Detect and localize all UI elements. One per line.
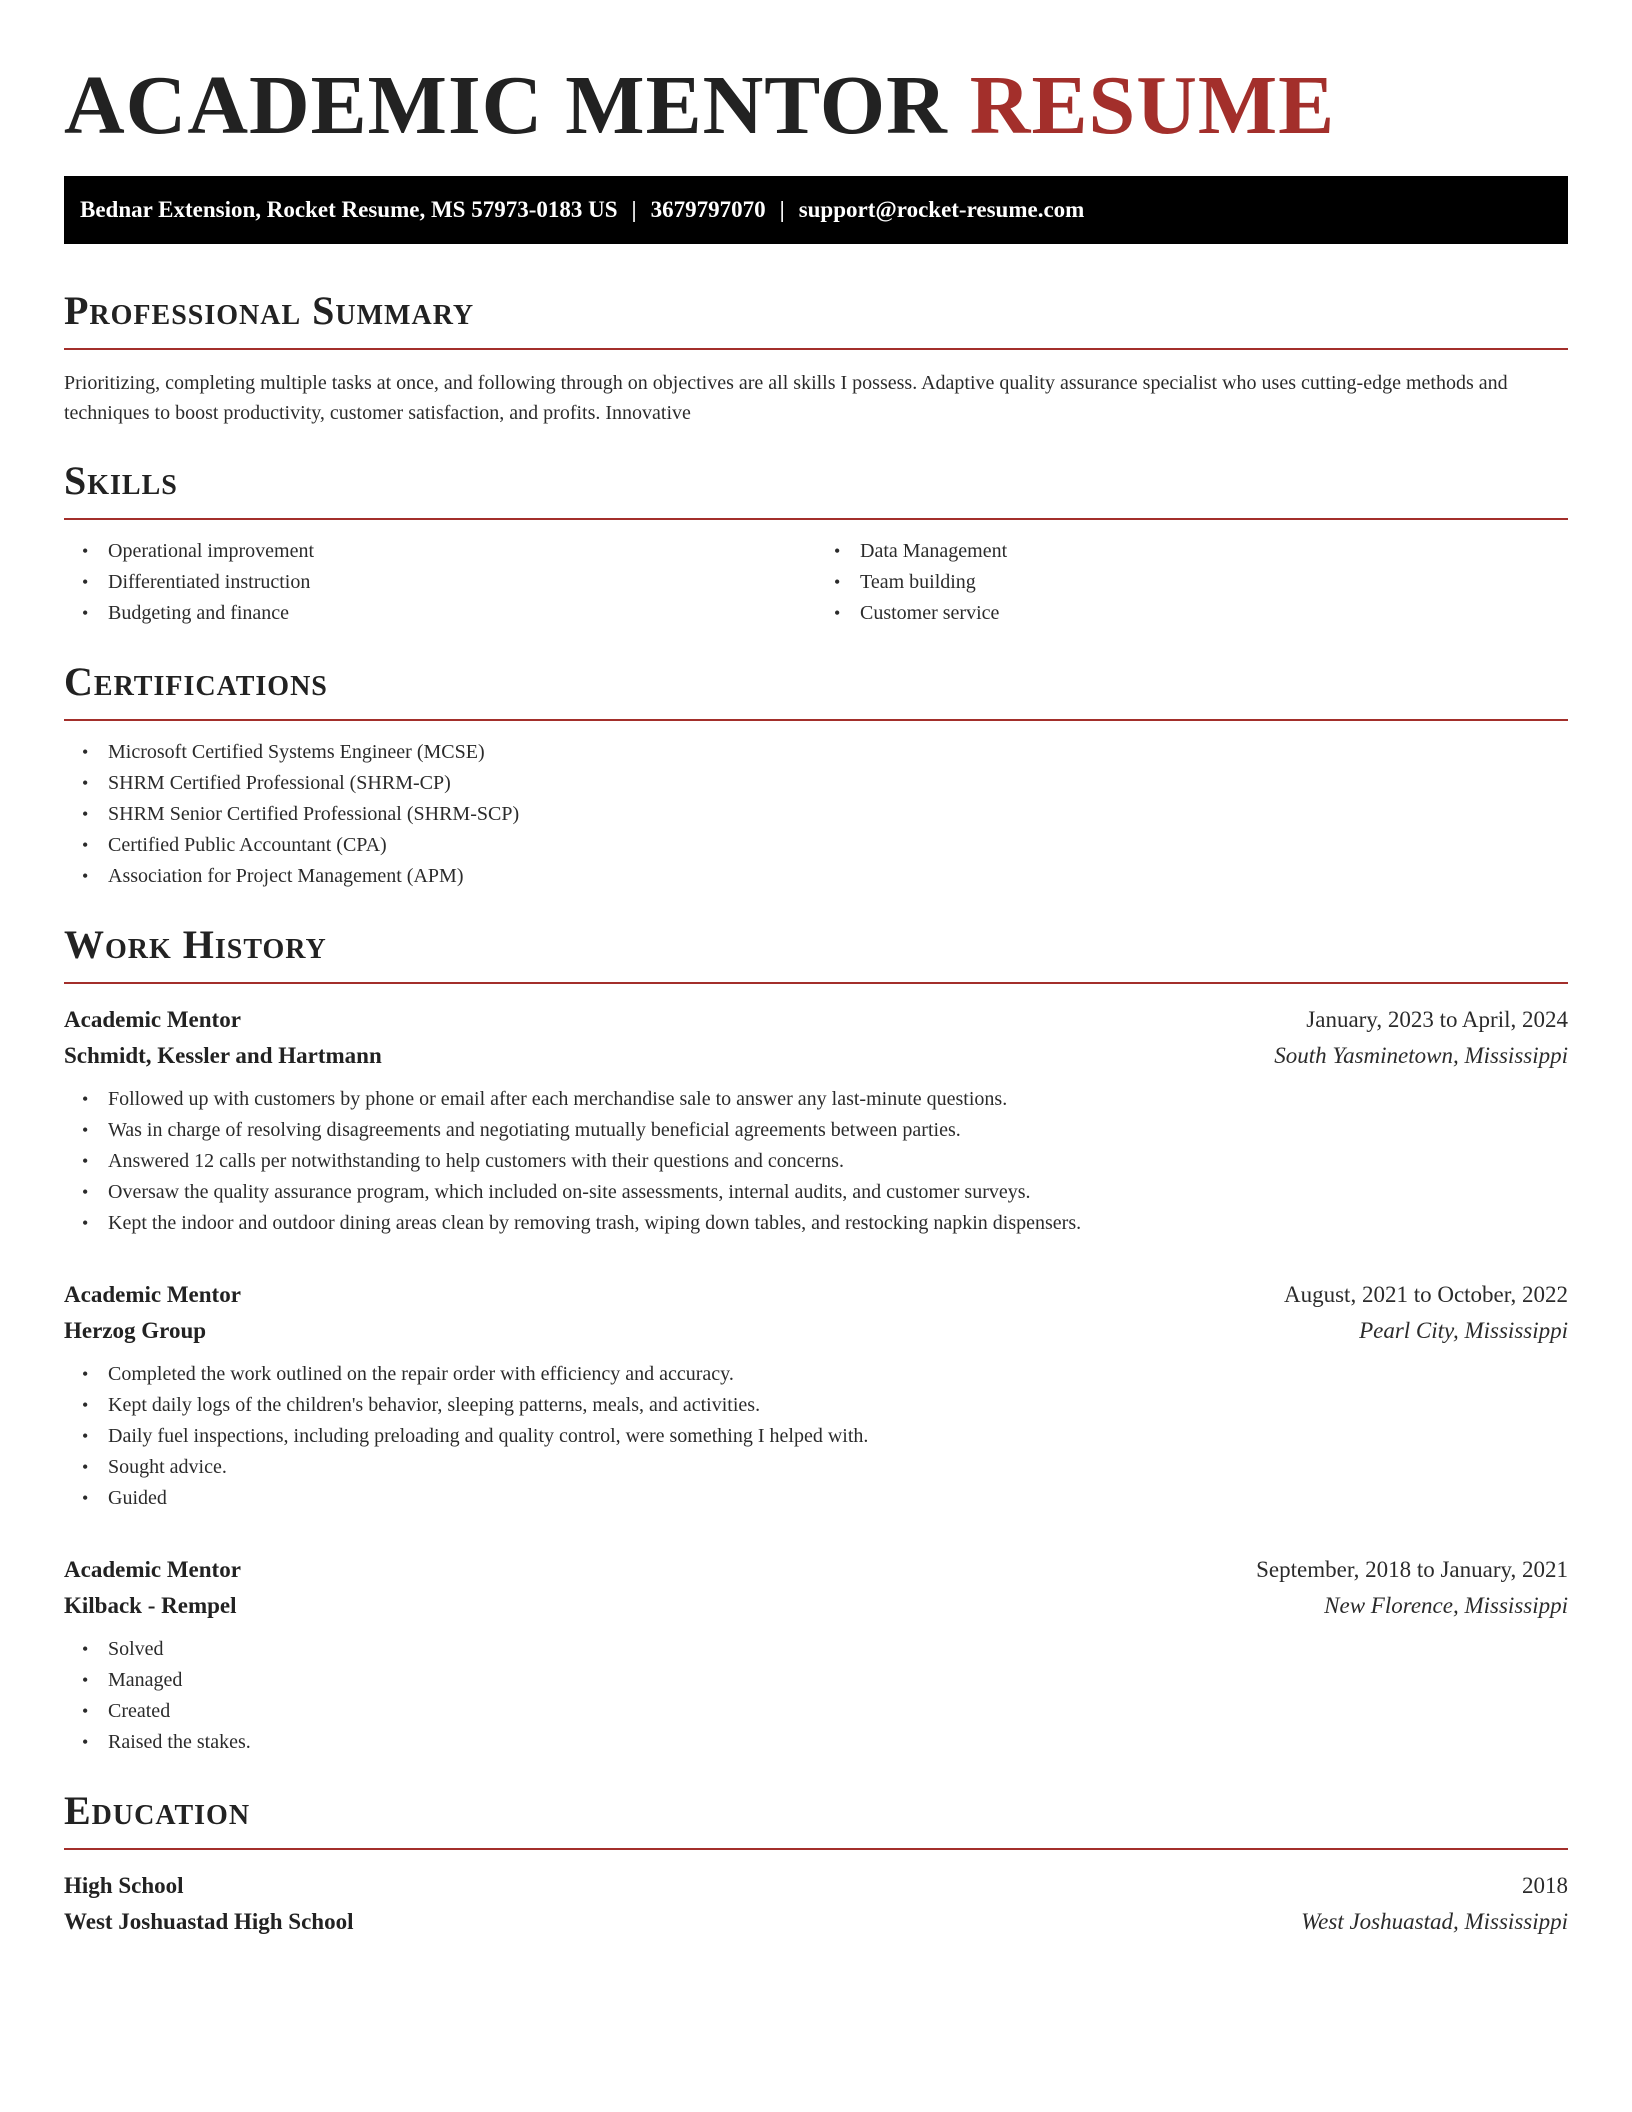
job-bullet: • Managed <box>108 1665 1568 1696</box>
skill-item: • Budgeting and finance <box>108 598 816 629</box>
section-heading: Education <box>64 1788 1568 1850</box>
job-bullet: • Kept the indoor and outdoor dining areas clean by removing trash, wiping down tables, and restocking napkin dispensers. <box>108 1208 1568 1239</box>
job-bullet: • Kept daily logs of the children's behavior, sleeping patterns, meals, and activities. <box>108 1390 1568 1421</box>
education-school-row <box>64 1904 1568 1940</box>
education-header-row <box>64 1868 1568 1904</box>
contact-phone: 3679797070 <box>650 197 766 222</box>
job-bullet: • Completed the work outlined on the repair order with efficiency and accuracy. <box>108 1359 1568 1390</box>
job-entry <box>64 1552 1568 1758</box>
contact-address: Bednar Extension, Rocket Resume, MS 57973-0183 US <box>80 197 618 222</box>
skills-grid <box>64 520 1568 629</box>
job-dates: August, 2021 to October, 2022 <box>1284 1282 1568 1307</box>
summary-text: Prioritizing, completing multiple tasks at once, and following through on objectives are all skills I possess. Adaptive quality assurance specialist who uses cutting-edge methods and techniques to boost productivity, customer satisfaction, and profits. Innovative <box>64 372 1508 424</box>
job-location: Pearl City, Mississippi <box>1359 1318 1568 1343</box>
education-year: 2018 <box>1522 1873 1568 1898</box>
job-dates: January, 2023 to April, 2024 <box>1306 1007 1568 1032</box>
job-entry <box>64 1277 1568 1514</box>
job-bullet: • Created <box>108 1696 1568 1727</box>
job-company-row <box>64 1038 1568 1074</box>
contact-separator: | <box>631 197 637 222</box>
job-bullet: • Solved <box>108 1634 1568 1665</box>
job-title: Academic Mentor <box>64 1557 241 1582</box>
contact-email: support@rocket-resume.com <box>798 197 1085 222</box>
education-location: West Joshuastad, Mississippi <box>1301 1909 1568 1934</box>
job-company-row <box>64 1313 1568 1349</box>
certifications-section <box>64 659 1568 892</box>
job-bullet: • Was in charge of resolving disagreements and negotiating mutually beneficial agreements between parties. <box>108 1115 1568 1146</box>
section-heading: Work History <box>64 922 1568 984</box>
title-accent: RESUME <box>969 59 1336 152</box>
certifications-list <box>64 737 1568 892</box>
skills-section <box>64 458 1568 629</box>
job-title: Academic Mentor <box>64 1007 241 1032</box>
job-dates: September, 2018 to January, 2021 <box>1256 1557 1568 1582</box>
skills-column <box>64 536 816 629</box>
job-bullet: • Sought advice. <box>108 1452 1568 1483</box>
section-heading: Skills <box>64 458 1568 520</box>
certification-item: • SHRM Senior Certified Professional (SHRM-SCP) <box>108 799 1568 830</box>
title-main: ACADEMIC MENTOR <box>64 59 948 152</box>
job-bullet: • Followed up with customers by phone or email after each merchandise sale to answer any last-minute questions. <box>108 1084 1568 1115</box>
job-bullets <box>64 1084 1568 1239</box>
job-header-row <box>64 1552 1568 1588</box>
certification-item: • SHRM Certified Professional (SHRM-CP) <box>108 768 1568 799</box>
contact-bar <box>64 176 1568 244</box>
work-history-section <box>64 922 1568 1758</box>
skill-item: • Customer service <box>860 598 1568 629</box>
job-title: Academic Mentor <box>64 1282 241 1307</box>
job-bullet: • Answered 12 calls per notwithstanding to help customers with their questions and concerns. <box>108 1146 1568 1177</box>
job-entry <box>64 1002 1568 1239</box>
job-header-row <box>64 1277 1568 1313</box>
skill-item: • Differentiated instruction <box>108 567 816 598</box>
job-location: New Florence, Mississippi <box>1324 1593 1568 1618</box>
resume-title <box>64 56 1568 156</box>
job-bullets <box>64 1359 1568 1514</box>
job-company: Kilback - Rempel <box>64 1593 237 1618</box>
skill-item: • Operational improvement <box>108 536 816 567</box>
job-company: Schmidt, Kessler and Hartmann <box>64 1043 382 1068</box>
summary-section <box>64 288 1568 428</box>
job-header-row <box>64 1002 1568 1038</box>
skills-column <box>816 536 1568 629</box>
certification-item: • Association for Project Management (APM) <box>108 861 1568 892</box>
job-bullet: • Daily fuel inspections, including preloading and quality control, were something I helped with. <box>108 1421 1568 1452</box>
job-company: Herzog Group <box>64 1318 207 1343</box>
job-bullet: • Raised the stakes. <box>108 1727 1568 1758</box>
education-school: West Joshuastad High School <box>64 1909 354 1934</box>
job-location: South Yasminetown, Mississippi <box>1274 1043 1568 1068</box>
job-bullet: • Oversaw the quality assurance program, which included on-site assessments, internal audits, and customer surveys. <box>108 1177 1568 1208</box>
skill-item: • Data Management <box>860 536 1568 567</box>
certification-item: • Microsoft Certified Systems Engineer (MCSE) <box>108 737 1568 768</box>
section-heading: Professional Summary <box>64 288 1568 350</box>
skill-item: • Team building <box>860 567 1568 598</box>
job-bullets <box>64 1634 1568 1758</box>
certification-item: • Certified Public Accountant (CPA) <box>108 830 1568 861</box>
contact-separator: | <box>779 197 785 222</box>
education-degree: High School <box>64 1873 184 1898</box>
job-company-row <box>64 1588 1568 1624</box>
job-bullet: • Guided <box>108 1483 1568 1514</box>
education-section <box>64 1788 1568 1940</box>
education-entry <box>64 1868 1568 1940</box>
section-heading: Certifications <box>64 659 1568 721</box>
